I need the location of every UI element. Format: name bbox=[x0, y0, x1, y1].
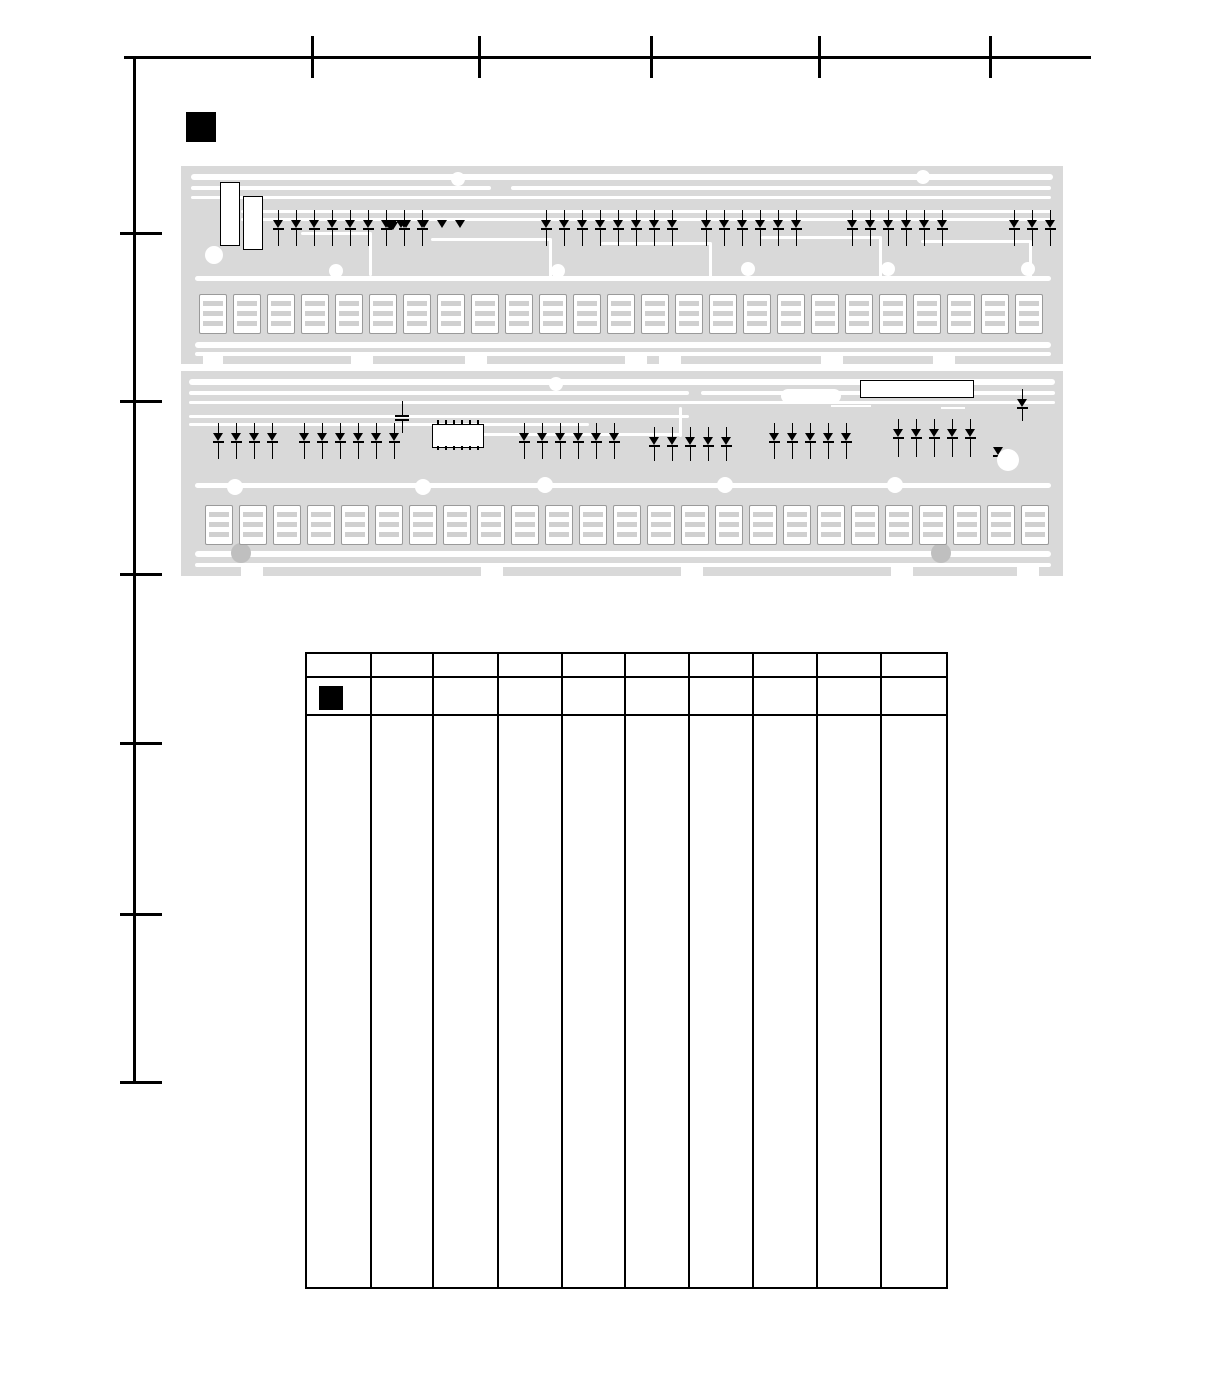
mounting-hole bbox=[231, 543, 251, 563]
table-col-rule-2 bbox=[432, 654, 434, 1287]
board-connector bbox=[220, 182, 240, 246]
pcb-board-bottom bbox=[181, 371, 1063, 576]
crop-tick-left-5 bbox=[120, 913, 162, 916]
trace-band bbox=[301, 232, 371, 235]
mounting-pad bbox=[549, 377, 563, 391]
board-notch bbox=[821, 354, 843, 364]
mounting-pad bbox=[887, 477, 903, 493]
table-section-marker bbox=[319, 686, 343, 710]
trace-band bbox=[195, 551, 1051, 557]
board-notch bbox=[203, 354, 223, 364]
mounting-pad bbox=[741, 262, 755, 276]
board-notch bbox=[659, 354, 681, 364]
mounting-pad bbox=[537, 477, 553, 493]
capacitor-lead bbox=[402, 421, 403, 433]
trace-band bbox=[679, 407, 682, 437]
pcb-bottom-artwork bbox=[181, 371, 1063, 576]
trace-band bbox=[241, 210, 1051, 213]
trace-band bbox=[431, 238, 551, 241]
mounting-pad bbox=[1021, 262, 1035, 276]
mounting-pad bbox=[551, 264, 565, 278]
crop-rule-vertical bbox=[133, 56, 136, 1084]
mounting-pad bbox=[205, 246, 223, 264]
trace-band bbox=[189, 391, 689, 395]
trace-line bbox=[941, 407, 965, 409]
trace-band bbox=[195, 342, 1051, 348]
mounting-pad bbox=[916, 170, 930, 184]
crop-tick-left-1 bbox=[120, 232, 162, 235]
board-notch bbox=[1017, 566, 1039, 576]
board-notch bbox=[891, 566, 913, 576]
section-marker bbox=[186, 112, 216, 142]
trace-band bbox=[761, 236, 881, 239]
trace-band bbox=[369, 232, 372, 276]
mounting-hole bbox=[931, 543, 951, 563]
table-col-rule-1 bbox=[370, 654, 372, 1287]
pcb-top-artwork bbox=[181, 166, 1063, 364]
trace-band bbox=[195, 563, 1051, 567]
board-connector-bottom bbox=[860, 380, 974, 398]
board-notch bbox=[681, 566, 703, 576]
trace-band bbox=[195, 483, 1051, 488]
trace-band bbox=[191, 196, 1051, 199]
trace-band bbox=[511, 186, 1051, 190]
table-col-rule-6 bbox=[688, 654, 690, 1287]
crop-tick-top-4 bbox=[818, 36, 821, 78]
trace-band bbox=[189, 423, 589, 426]
board-notch bbox=[351, 354, 373, 364]
crop-tick-left-3 bbox=[120, 573, 162, 576]
crop-tick-top-5 bbox=[989, 36, 992, 78]
table-col-rule-3 bbox=[497, 654, 499, 1287]
trace-band bbox=[781, 389, 841, 403]
trace-band bbox=[709, 242, 712, 278]
mounting-pad bbox=[997, 449, 1019, 471]
trace-band bbox=[189, 415, 689, 418]
table-header-rule-2 bbox=[307, 714, 946, 716]
crop-tick-left-4 bbox=[120, 742, 162, 745]
crop-tick-left-6 bbox=[120, 1081, 162, 1084]
parts-table bbox=[305, 652, 948, 1289]
mounting-pad bbox=[717, 477, 733, 493]
table-col-rule-5 bbox=[624, 654, 626, 1287]
crop-tick-top-1 bbox=[311, 36, 314, 78]
mounting-pad bbox=[329, 264, 343, 278]
board-notch bbox=[465, 354, 487, 364]
table-col-rule-7 bbox=[752, 654, 754, 1287]
table-col-rule-8 bbox=[816, 654, 818, 1287]
mounting-pad bbox=[415, 479, 431, 495]
table-header-rule-1 bbox=[307, 676, 946, 678]
crop-tick-left-2 bbox=[120, 400, 162, 403]
capacitor-plate bbox=[395, 415, 409, 417]
mounting-pad bbox=[227, 479, 243, 495]
mounting-pad bbox=[881, 262, 895, 276]
trace-line bbox=[831, 405, 871, 407]
trace-line bbox=[231, 176, 289, 178]
board-notch bbox=[481, 566, 503, 576]
trace-band bbox=[195, 352, 1051, 356]
board-notch bbox=[241, 566, 263, 576]
trace-band bbox=[189, 401, 1055, 404]
pcb-board-top bbox=[181, 166, 1063, 364]
crop-tick-top-3 bbox=[650, 36, 653, 78]
board-notch bbox=[933, 354, 955, 364]
table-col-rule-4 bbox=[561, 654, 563, 1287]
mounting-pad bbox=[451, 172, 465, 186]
crop-tick-top-2 bbox=[478, 36, 481, 78]
ic-package bbox=[432, 424, 484, 448]
table-col-rule-9 bbox=[880, 654, 882, 1287]
trace-band bbox=[195, 276, 1051, 281]
capacitor-lead bbox=[402, 401, 403, 415]
board-connector-2 bbox=[243, 196, 263, 250]
crop-rule-horizontal bbox=[124, 56, 1091, 59]
board-notch bbox=[625, 354, 647, 364]
